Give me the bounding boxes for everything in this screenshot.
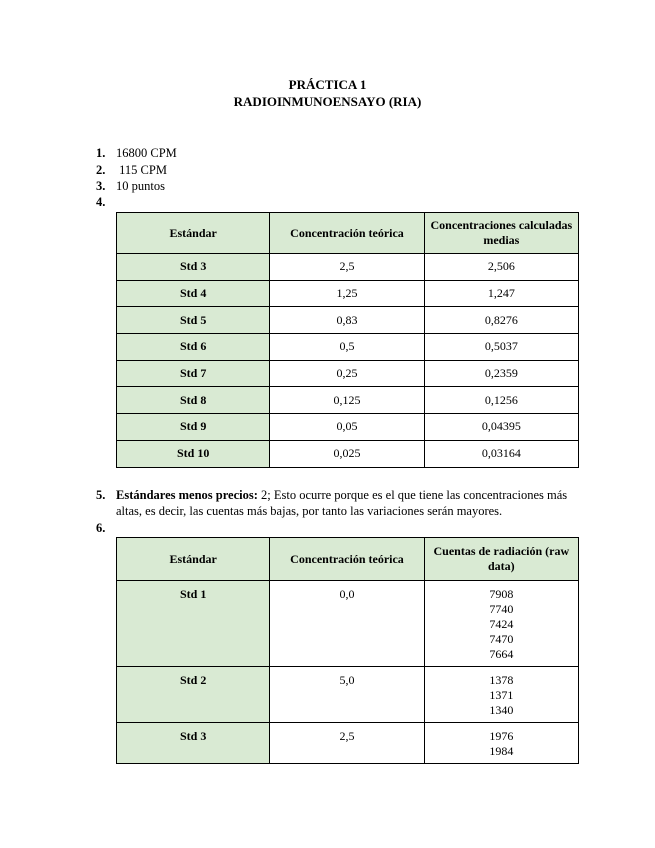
column-header-theoretical-concentration: Concentración teórica bbox=[270, 538, 424, 581]
standard-cell: Std 5 bbox=[117, 307, 270, 334]
theoretical-concentration-cell: 0,05 bbox=[270, 414, 424, 441]
calculated-concentration-cell: 1,247 bbox=[424, 280, 578, 307]
count-value: 7424 bbox=[489, 617, 514, 631]
theoretical-concentration-cell: 1,25 bbox=[270, 280, 424, 307]
column-header-calculated-concentrations: Concentraciones calculadas medias bbox=[424, 213, 578, 254]
standard-cell: Std 3 bbox=[117, 254, 270, 281]
table-row bbox=[117, 581, 579, 667]
count-value: 1371 bbox=[489, 688, 514, 702]
standard-cell: Std 1 bbox=[117, 581, 270, 667]
calculated-concentration-cell: 0,5037 bbox=[424, 334, 578, 361]
standards-concentration-table bbox=[116, 212, 579, 468]
radiation-counts-table bbox=[116, 537, 579, 764]
theoretical-concentration-cell: 2,5 bbox=[270, 723, 424, 764]
table-row bbox=[117, 360, 579, 387]
answer-5-body: 2; Esto ocurre porque es el que tiene las concentraciones más altas, es decir, las cuentas más bajas, por tanto las variaciones serán mayores. bbox=[116, 488, 568, 518]
theoretical-concentration-cell: 2,5 bbox=[270, 254, 424, 281]
theoretical-concentration-cell: 0,025 bbox=[270, 440, 424, 467]
radiation-counts-cell bbox=[424, 667, 578, 723]
standard-cell: Std 10 bbox=[117, 440, 270, 467]
table-row bbox=[117, 414, 579, 441]
radiation-counts-cell bbox=[424, 723, 578, 764]
count-value: 7908 bbox=[489, 587, 514, 601]
standard-cell: Std 4 bbox=[117, 280, 270, 307]
column-header-standard: Estándar bbox=[117, 213, 270, 254]
table-header-row bbox=[117, 213, 579, 254]
theoretical-concentration-cell: 5,0 bbox=[270, 667, 424, 723]
table-row bbox=[117, 440, 579, 467]
answer-item-1 bbox=[96, 145, 177, 161]
calculated-concentration-cell: 2,506 bbox=[424, 254, 578, 281]
table-row bbox=[117, 334, 579, 361]
table-row bbox=[117, 254, 579, 281]
answer-item-3 bbox=[96, 178, 165, 194]
item-number: 6. bbox=[96, 521, 106, 535]
count-value: 1984 bbox=[489, 744, 514, 758]
theoretical-concentration-cell: 0,125 bbox=[270, 387, 424, 414]
answer-item-4 bbox=[96, 194, 116, 210]
calculated-concentration-cell: 0,8276 bbox=[424, 307, 578, 334]
standard-cell: Std 9 bbox=[117, 414, 270, 441]
standard-cell: Std 3 bbox=[117, 723, 270, 764]
count-value: 1378 bbox=[489, 673, 514, 687]
table-header-row bbox=[117, 538, 579, 581]
count-value: 7740 bbox=[489, 602, 514, 616]
answer-5-label: Estándares menos precios: bbox=[116, 488, 258, 502]
standard-cell: Std 6 bbox=[117, 334, 270, 361]
theoretical-concentration-cell: 0,5 bbox=[270, 334, 424, 361]
document-subtitle: RADIOINMUNOENSAYO (RIA) bbox=[233, 94, 422, 109]
count-value: 1340 bbox=[489, 703, 514, 717]
item-text: 10 puntos bbox=[116, 179, 165, 193]
answer-item-5 bbox=[96, 487, 116, 503]
calculated-concentration-cell: 0,2359 bbox=[424, 360, 578, 387]
column-header-standard: Estándar bbox=[117, 538, 270, 581]
calculated-concentration-cell: 0,03164 bbox=[424, 440, 578, 467]
theoretical-concentration-cell: 0,25 bbox=[270, 360, 424, 387]
item-number: 5. bbox=[96, 488, 106, 502]
column-header-radiation-counts: Cuentas de radiación (raw data) bbox=[424, 538, 578, 581]
item-number: 4. bbox=[96, 195, 106, 209]
table-row bbox=[117, 280, 579, 307]
item-text: 16800 CPM bbox=[116, 146, 177, 160]
item-number: 3. bbox=[96, 179, 106, 193]
item-number: 1. bbox=[96, 146, 106, 160]
column-header-theoretical-concentration: Concentración teórica bbox=[270, 213, 424, 254]
item-number: 2. bbox=[96, 163, 106, 177]
answer-item-6 bbox=[96, 520, 116, 536]
calculated-concentration-cell: 0,1256 bbox=[424, 387, 578, 414]
table-row bbox=[117, 307, 579, 334]
table-row bbox=[117, 667, 579, 723]
table-row bbox=[117, 723, 579, 764]
table-row bbox=[117, 387, 579, 414]
standard-cell: Std 2 bbox=[117, 667, 270, 723]
theoretical-concentration-cell: 0,83 bbox=[270, 307, 424, 334]
radiation-counts-cell bbox=[424, 581, 578, 667]
answer-5-text bbox=[116, 487, 576, 519]
answer-item-2 bbox=[96, 162, 167, 178]
count-value: 1976 bbox=[489, 729, 514, 743]
standard-cell: Std 7 bbox=[117, 360, 270, 387]
count-value: 7470 bbox=[489, 632, 514, 646]
document-title: PRÁCTICA 1 bbox=[288, 77, 367, 92]
theoretical-concentration-cell: 0,0 bbox=[270, 581, 424, 667]
standard-cell: Std 8 bbox=[117, 387, 270, 414]
count-value: 7664 bbox=[489, 647, 514, 661]
item-text: 115 CPM bbox=[116, 163, 167, 177]
calculated-concentration-cell: 0,04395 bbox=[424, 414, 578, 441]
